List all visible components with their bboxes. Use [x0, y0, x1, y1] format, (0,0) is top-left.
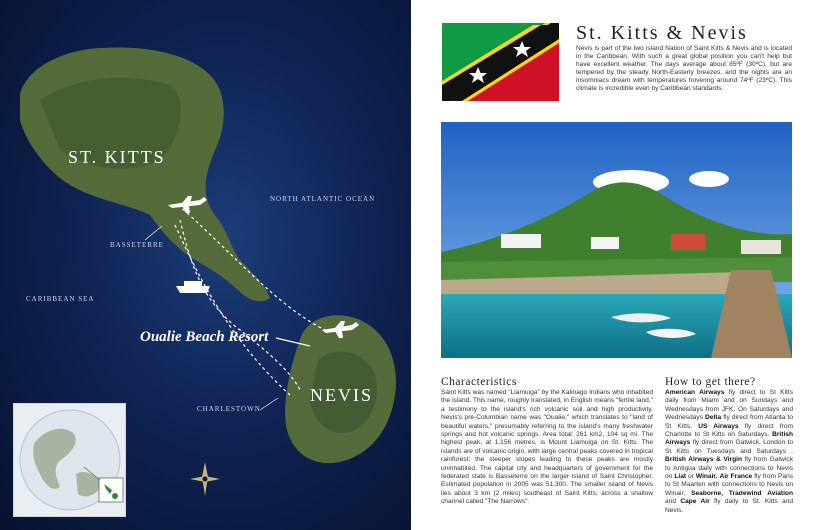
basseterre-label: BASSETERRE	[110, 241, 164, 249]
caribbean-sea-label: CARIBBEAN SEA	[26, 295, 95, 303]
north-atlantic-label: NORTH ATLANTIC OCEAN	[270, 195, 376, 203]
page-title: St. Kitts & Nevis	[576, 22, 748, 44]
travel-segment: fly from Gatwick to Antigua daily with connections to Nevis on	[665, 456, 793, 481]
resort-label: Oualie Beach Resort	[140, 329, 269, 345]
travel-segment: fly from Paris to St Maarten with connections to Nevis on Winair,	[665, 473, 793, 497]
travel-segment: fly direct from Charlotte to St Kitts on Saturdays.	[665, 422, 793, 439]
airline-name: Cape Air	[680, 498, 710, 506]
airline-name: Delta	[705, 414, 722, 422]
airline-name: American Airways	[665, 389, 725, 396]
characteristics-heading: Characteristics	[441, 376, 517, 388]
travel-segment: fly daily to St. Kitts and Nevis.	[665, 498, 793, 514]
harbor-photo	[441, 122, 792, 358]
characteristics-text: Saint Kitts was named "Liamuiga" by the Kalinago Indians who inhabited the island. This name, roughly translated, in English means "fertile land," a testimony to the island's rich volcanic soil and high productivity. Nevis's pre-Columbian name was "Oualie," which translates to "land of beautiful waters," presumably referring to the island's many freshwater springs and hot volcanic springs. Area total: 261 km2, 104 sq mi. The highest peak, at 1,156 metres, is Mount Liamuiga on St. Kitts. The islands are of volcanic origin, with large central peaks covered in tropical rainforest; the steeper slopes leading to these peaks are mostly uninhabited. The capital city and headquarters of government for the federated state is Basseterre on the larger island of Saint Christopher. Estimated population in 2005 was 51,300. The smaller island of Nevis lies about 3 km (2 miles) southeast of Saint Kitts, across a shallow channel called "The Narrows".	[441, 389, 653, 506]
travel-segment: and	[665, 498, 681, 506]
st-kitts-label: ST. KITTS	[68, 147, 166, 167]
intro-text: Nevis is part of the two island Nation of Saint Kitts & Nevis and is located in the Caribbean. With such a great global position you can't help but have excellent weather. The days average about 85ºF (30ºC), but are tempered by the steady North-Easterly breezes, and the nights are an insomniacs dream with temperatures hovering around 74ºF (23ºC). This climate is incredible even by Caribbean standards.	[576, 45, 792, 92]
travel-segment: or	[686, 473, 696, 481]
ferry-icon	[176, 281, 210, 293]
travel-segment: fly direct to St Kitts daily from Miami and on Sundays and Wednesdays from JFK. On Saturdays and Wednesdays	[665, 389, 793, 422]
airline-name: Air France	[719, 473, 753, 481]
travel-text	[665, 389, 793, 515]
nevis-label: NEVIS	[310, 385, 373, 405]
travel-segment: fly direct from Gatwick, London to St Kitts on Tuesdays and Saturdays .	[665, 439, 793, 455]
airline-name: Liat	[674, 473, 687, 481]
flag-image	[442, 23, 559, 101]
airline-name: British Airways & Virgin	[665, 456, 743, 464]
charlestown-label: CHARLESTOWN	[197, 405, 261, 413]
locator-globe	[13, 403, 126, 517]
airline-name: Winair.	[695, 473, 718, 481]
airline-name: Seaborne, Tradewind Aviation	[691, 489, 793, 497]
airline-name: British Airways	[665, 431, 793, 447]
airline-name: US Airways	[698, 422, 739, 430]
travel-segment: fly direct from Atlanta to St Kitts.	[665, 414, 793, 430]
travel-heading: How to get there?	[665, 376, 756, 388]
